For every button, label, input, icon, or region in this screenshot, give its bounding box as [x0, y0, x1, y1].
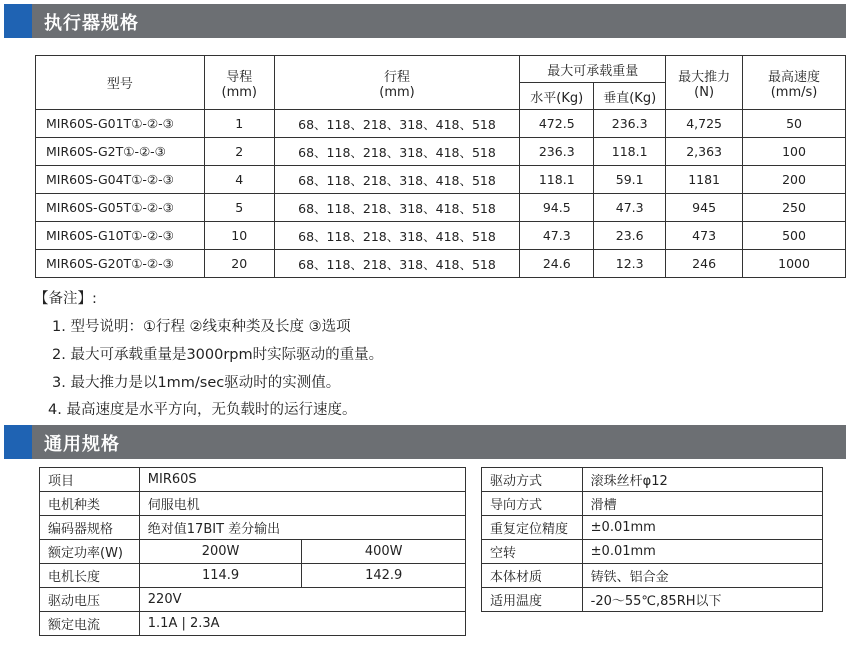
value-voltage: 220V	[139, 588, 465, 612]
cell-horizontal: 94.5	[520, 194, 594, 222]
section-header-actuator-spec	[4, 4, 846, 38]
value-backlash: ±0.01mm	[582, 540, 822, 564]
header-stroke: 行程 (mm)	[274, 56, 520, 110]
cell-model: MIR60S-G20T①-②-③	[36, 250, 205, 278]
cell-thrust: 246	[666, 250, 743, 278]
table-row	[482, 492, 823, 516]
label-item: 项目	[40, 468, 140, 492]
value-current: 1.1A | 2.3A	[139, 612, 465, 636]
section-header-general-spec	[4, 425, 846, 459]
cell-vertical: 47.3	[594, 194, 666, 222]
table-row	[40, 516, 466, 540]
value-repeat-accuracy: ±0.01mm	[582, 516, 822, 540]
cell-stroke: 68、118、218、318、418、518	[274, 110, 520, 138]
label-backlash: 空转	[482, 540, 583, 564]
table-row	[36, 166, 846, 194]
table-row	[40, 564, 466, 588]
table-row	[40, 492, 466, 516]
cell-speed: 1000	[743, 250, 846, 278]
cell-speed: 500	[743, 222, 846, 250]
label-guide: 导向方式	[482, 492, 583, 516]
cell-lead: 1	[204, 110, 274, 138]
table-row	[36, 250, 846, 278]
cell-lead: 10	[204, 222, 274, 250]
cell-lead: 20	[204, 250, 274, 278]
value-encoder: 绝对值17BIT 差分输出	[139, 516, 465, 540]
value-power-a: 200W	[139, 540, 302, 564]
section-title: 通用规格	[44, 434, 120, 455]
value-temperature: -20～55℃,85RH以下	[582, 588, 822, 612]
section-accent	[4, 425, 32, 459]
header-max-load: 最大可承载重量	[520, 56, 666, 83]
value-material: 铸铁、铝合金	[582, 564, 822, 588]
cell-vertical: 236.3	[594, 110, 666, 138]
cell-speed: 100	[743, 138, 846, 166]
cell-horizontal: 236.3	[520, 138, 594, 166]
label-encoder: 编码器规格	[40, 516, 140, 540]
cell-vertical: 23.6	[594, 222, 666, 250]
cell-thrust: 4,725	[666, 110, 743, 138]
cell-stroke: 68、118、218、318、418、518	[274, 250, 520, 278]
header-model: 型号	[36, 56, 205, 110]
table-row	[36, 222, 846, 250]
header-max-thrust: 最大推力 (N)	[666, 56, 743, 110]
label-drive: 驱动方式	[482, 468, 583, 492]
table-row	[482, 468, 823, 492]
table-row	[36, 110, 846, 138]
cell-model: MIR60S-G10T①-②-③	[36, 222, 205, 250]
cell-lead: 5	[204, 194, 274, 222]
value-guide: 滑槽	[582, 492, 822, 516]
cell-thrust: 2,363	[666, 138, 743, 166]
header-max-speed: 最高速度 (mm/s)	[743, 56, 846, 110]
cell-thrust: 945	[666, 194, 743, 222]
cell-horizontal: 118.1	[520, 166, 594, 194]
label-motor-length: 电机长度	[40, 564, 140, 588]
table-row	[482, 516, 823, 540]
section-title: 执行器规格	[44, 13, 139, 34]
table-row	[482, 540, 823, 564]
cell-lead: 2	[204, 138, 274, 166]
note-item: 3. 最大推力是以1mm/sec驱动时的实测值。	[52, 375, 341, 391]
label-temperature: 适用温度	[482, 588, 583, 612]
label-power: 额定功率(W)	[40, 540, 140, 564]
cell-horizontal: 472.5	[520, 110, 594, 138]
header-lead: 导程 (mm)	[204, 56, 274, 110]
header-horizontal: 水平(Kg)	[520, 83, 594, 110]
note-item: 2. 最大可承载重量是3000rpm时实际驱动的重量。	[52, 347, 384, 363]
header-vertical: 垂直(Kg)	[594, 83, 666, 110]
table-header-row	[36, 56, 846, 83]
value-power-b: 400W	[302, 540, 466, 564]
cell-vertical: 59.1	[594, 166, 666, 194]
table-row	[40, 468, 466, 492]
value-motor-type: 伺服电机	[139, 492, 465, 516]
cell-stroke: 68、118、218、318、418、518	[274, 222, 520, 250]
label-repeat-accuracy: 重复定位精度	[482, 516, 583, 540]
value-item: MIR60S	[139, 468, 465, 492]
cell-model: MIR60S-G01T①-②-③	[36, 110, 205, 138]
general-spec-table-left	[39, 467, 466, 636]
general-spec-table-right	[481, 467, 823, 612]
table-row	[40, 612, 466, 636]
table-row	[482, 564, 823, 588]
cell-model: MIR60S-G04T①-②-③	[36, 166, 205, 194]
label-voltage: 驱动电压	[40, 588, 140, 612]
cell-thrust: 473	[666, 222, 743, 250]
label-material: 本体材质	[482, 564, 583, 588]
cell-stroke: 68、118、218、318、418、518	[274, 194, 520, 222]
table-row	[40, 540, 466, 564]
label-current: 额定电流	[40, 612, 140, 636]
value-length-b: 142.9	[302, 564, 466, 588]
cell-lead: 4	[204, 166, 274, 194]
value-drive: 滚珠丝杆φ12	[582, 468, 822, 492]
cell-speed: 250	[743, 194, 846, 222]
table-row	[36, 194, 846, 222]
table-row	[36, 138, 846, 166]
cell-stroke: 68、118、218、318、418、518	[274, 166, 520, 194]
cell-thrust: 1181	[666, 166, 743, 194]
cell-speed: 200	[743, 166, 846, 194]
cell-speed: 50	[743, 110, 846, 138]
cell-horizontal: 24.6	[520, 250, 594, 278]
table-row	[482, 588, 823, 612]
note-item: 1. 型号说明：①行程 ②线束种类及长度 ③选项	[52, 319, 351, 335]
cell-horizontal: 47.3	[520, 222, 594, 250]
table-row	[40, 588, 466, 612]
cell-vertical: 118.1	[594, 138, 666, 166]
note-item: 4. 最高速度是水平方向，无负载时的运行速度。	[48, 402, 357, 418]
cell-model: MIR60S-G05T①-②-③	[36, 194, 205, 222]
section-accent	[4, 4, 32, 38]
cell-vertical: 12.3	[594, 250, 666, 278]
cell-stroke: 68、118、218、318、418、518	[274, 138, 520, 166]
notes-heading: 【备注】:	[34, 291, 97, 307]
value-length-a: 114.9	[139, 564, 302, 588]
actuator-spec-table	[35, 55, 846, 278]
cell-model: MIR60S-G2T①-②-③	[36, 138, 205, 166]
label-motor-type: 电机种类	[40, 492, 140, 516]
